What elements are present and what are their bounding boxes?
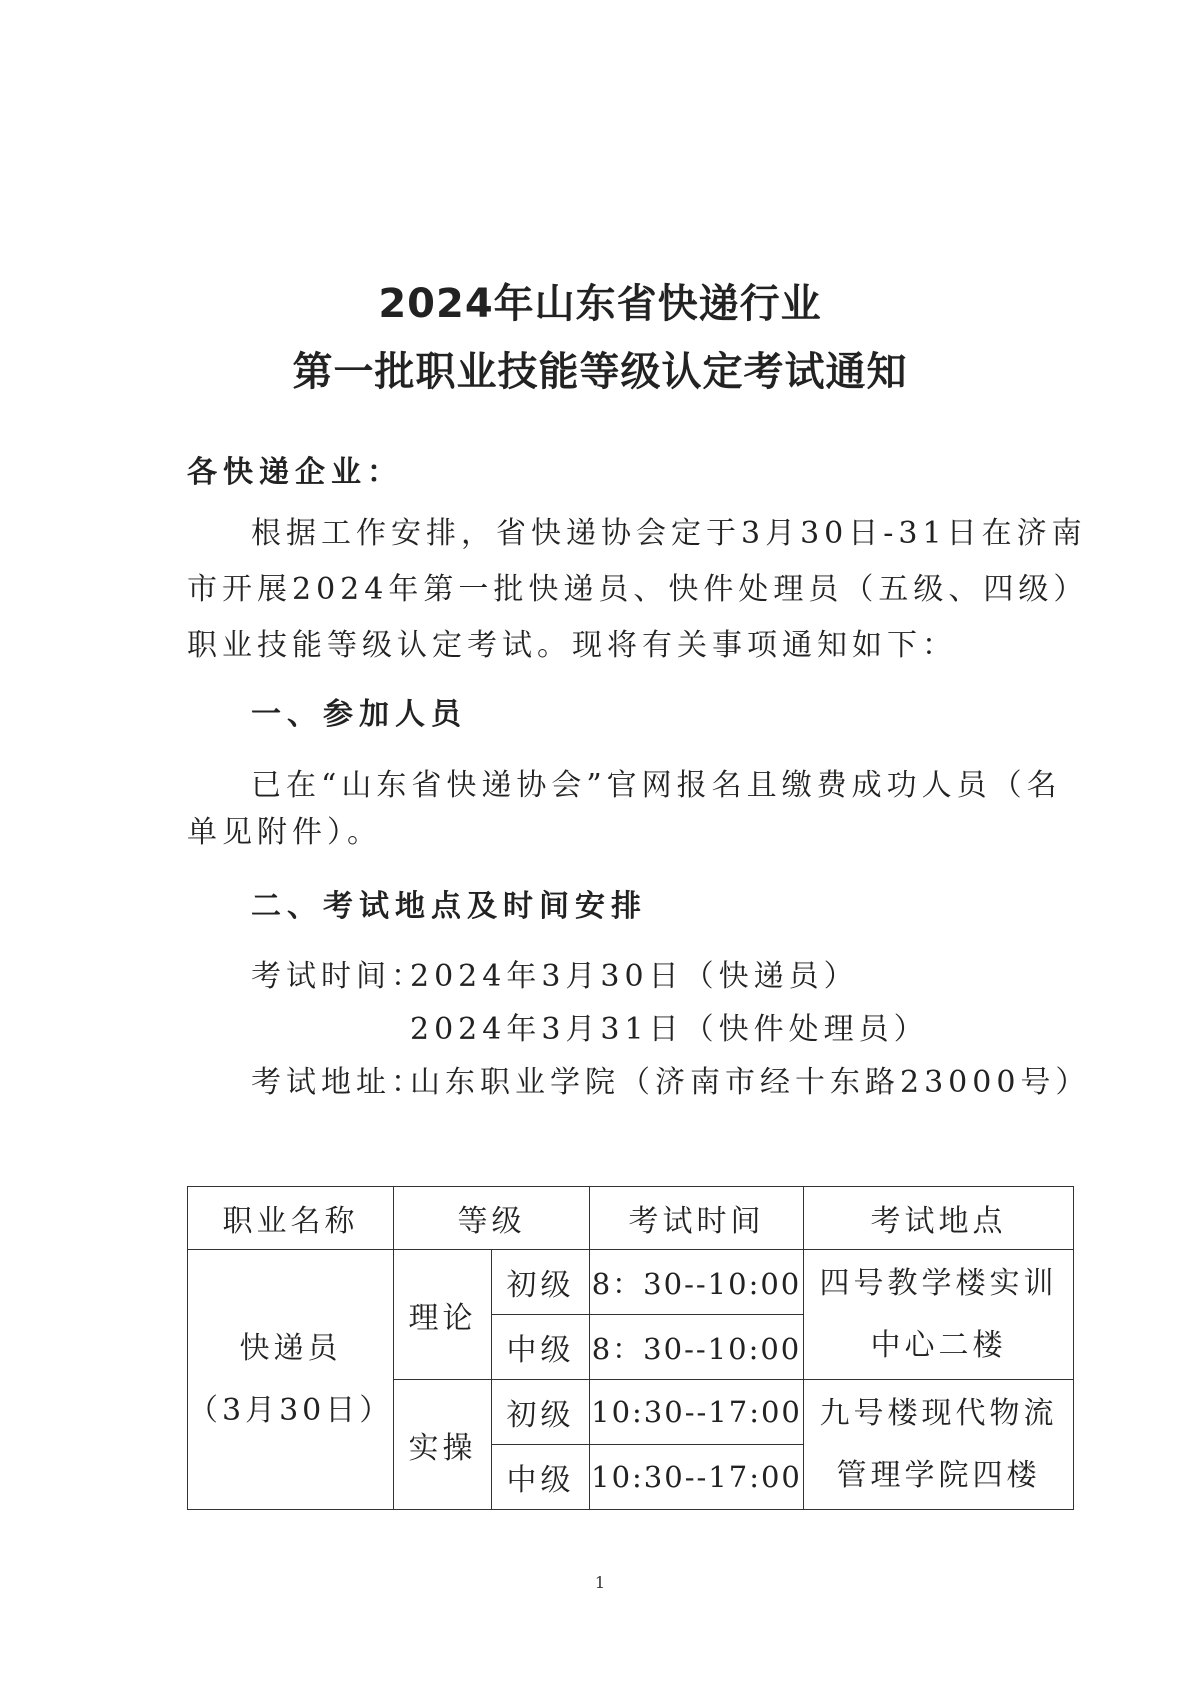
level-cell: 初级 (492, 1380, 590, 1445)
title-line-2: 第一批职业技能等级认定考试通知 (292, 349, 908, 395)
exam-time-2: 2024年3月31日（快件处理员） (410, 1012, 929, 1047)
location-line: 九号楼现代物流 (819, 1395, 1058, 1431)
header-level: 等级 (394, 1187, 590, 1250)
header-occupation: 职业名称 (188, 1187, 394, 1250)
table-row (188, 1250, 1074, 1315)
header-exam-location: 考试地点 (804, 1187, 1074, 1250)
level-cell: 中级 (492, 1445, 590, 1510)
location-line: 管理学院四楼 (836, 1457, 1041, 1493)
header-exam-time: 考试时间 (590, 1187, 804, 1250)
exam-schedule-table (187, 1186, 1074, 1510)
occupation-cell (188, 1250, 394, 1510)
exam-time-label: 考试时间： (251, 959, 426, 994)
salutation: 各快递企业： (187, 455, 403, 490)
location-line: 中心二楼 (870, 1327, 1007, 1363)
location-theory (804, 1250, 1074, 1380)
page-number: 1 (594, 1573, 606, 1592)
exam-address-label: 考试地址： (251, 1065, 426, 1100)
title-line-1: 2024年山东省快递行业 (378, 281, 822, 327)
time-cell: 10:30--17:00 (590, 1445, 804, 1510)
section1-body-line-2: 单见附件）。 (187, 815, 382, 850)
time-cell: 8：30--10:00 (590, 1315, 804, 1380)
type-theory: 理论 (394, 1250, 492, 1380)
type-practical: 实操 (394, 1380, 492, 1510)
section1-body-line-1: 已在“山东省快递协会”官网报名且缴费成功人员（名 (251, 768, 1062, 803)
time-cell: 10:30--17:00 (590, 1380, 804, 1445)
time-cell: 8：30--10:00 (590, 1250, 804, 1315)
section2-heading: 二、考试地点及时间安排 (251, 889, 647, 924)
intro-line-3: 职业技能等级认定考试。现将有关事项通知如下： (187, 628, 957, 663)
occupation-name: 快递员 (239, 1330, 342, 1366)
location-practical (804, 1380, 1074, 1510)
exam-time-1: 2024年3月30日（快递员） (410, 959, 859, 994)
level-cell: 初级 (492, 1250, 590, 1315)
level-cell: 中级 (492, 1315, 590, 1380)
section1-heading: 一、参加人员 (251, 697, 467, 732)
occupation-date: （3月30日） (188, 1392, 394, 1428)
location-line: 四号教学楼实训 (819, 1265, 1058, 1301)
intro-line-2: 市开展2024年第一批快递员、快件处理员（五级、四级） (187, 572, 1089, 607)
table-header-row (188, 1187, 1074, 1250)
exam-address: 山东职业学院（济南市经十东路23000号） (410, 1065, 1091, 1100)
intro-line-1: 根据工作安排，省快递协会定于3月30日-31日在济南 (251, 516, 1087, 551)
